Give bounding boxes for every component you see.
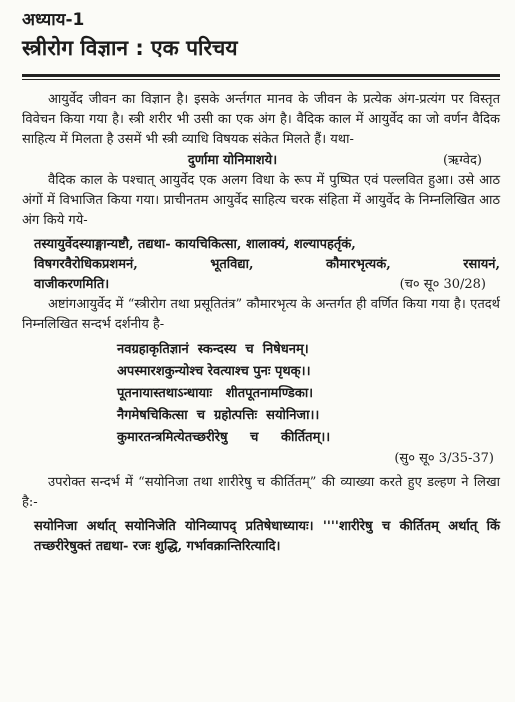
chapter-label: अध्याय-1 — [22, 10, 85, 30]
charaka-sloka-ref: (च० सू० 30/28) — [399, 277, 486, 292]
charaka-sloka-word: भूतविद्या, — [210, 257, 254, 272]
charaka-sloka-line-1: तस्यायुर्वेदस्याङ्गान्यष्टौ, तद्यथा- कायचिकित्सा, शालाक्यं, शल्यापहर्तृकं, — [34, 237, 356, 252]
charaka-sloka-line-3 — [34, 275, 500, 295]
charaka-sloka-line-2 — [34, 255, 500, 275]
charaka-sloka-word: विषगरवैरोधिकप्रशमनं, — [34, 257, 138, 272]
dalhana-commentary: सयोनिजा अर्थात् सयोनिजेति योनिव्यापद् प्रतिषेधाध्यायः। ''''शारीरेषु च कीर्तितम् अर्थात् किं तच्छरीरेषुक्तं तद्यथा- रजः शुद्धि, गर्भावक्रान्तिरित्यादि। — [34, 519, 500, 554]
charaka-sloka-word: कौमारभृत्यकं, — [325, 257, 391, 272]
sushruta-verse-line: कुमारतन्त्रमित्येतच्छरीरेषु च कीर्तितम्।। — [117, 430, 331, 445]
sushruta-verses — [22, 339, 500, 449]
sushruta-verse-line: पूतनायास्तथाऽन्धायाः शीतपूतनामण्डिका। — [117, 386, 314, 401]
sushruta-verse-line: नवग्रहाकृतिज्ञानं स्कन्दस्य च निषेधनम्। — [117, 342, 309, 357]
sushruta-verse-line: अपस्मारशकुन्योश्च रेवत्याश्च पुनः पृथक्।। — [117, 364, 311, 379]
title-rule-thick — [22, 74, 500, 77]
chapter-title: स्त्रीरोग विज्ञान : एक परिचय — [22, 36, 238, 60]
paragraph-vedic: वैदिक काल के पश्चात् आयुर्वेद एक अलग विधा के रूप में पुष्पित एवं पल्लवित हुआ। उसे आठ अंगों में विभाजित किया गया। प्राचीनतम आयुर्वेद साहित्य चरक संहिता में आयुर्वेद के निम्नलिखित आठ अंग किये गये- — [22, 173, 500, 228]
rigveda-quote-ref: (ऋग्वेद) — [442, 153, 482, 168]
paragraph-intro: आयुर्वेद जीवन का विज्ञान है। इसके अर्न्तगत मानव के जीवन के प्रत्येक अंग-प्रत्यंग पर विस्तृत विवेचन किया गया है। स्त्री शरीर भी उसी का एक अंग है। वैदिक काल में आयुर्वेद का जो वर्णन वैदिक साहित्य में मिलता है उसमें भी स्त्री व्याधि विषयक संकेत मिलते हैं। यथा- — [22, 92, 500, 147]
charaka-sloka-end: वाजीकरणमिति। — [34, 277, 110, 292]
charaka-sloka — [22, 235, 500, 295]
paragraph-ashtanga: अष्टांगआयुर्वेद में “स्त्रीरोग तथा प्रसूतितंत्र” कौमारभृत्य के अन्तर्गत ही वर्णित किया गया है। एतदर्थ निम्नलिखित सन्दर्भ दर्शनीय है- — [22, 297, 500, 332]
rigveda-quote — [22, 150, 500, 171]
title-rule-thin — [22, 79, 500, 80]
charaka-sloka-word: रसायनं, — [463, 257, 500, 272]
rigveda-quote-text: दुर्णामा योनिमाशये। — [187, 153, 278, 168]
paragraph-dalhana: उपरोक्त सन्दर्भ में “सयोनिजा तथा शारीरेषु च कीर्तितम्” की व्याख्या करते हुए डल्हण ने लिखा है:- — [22, 475, 500, 510]
document-page — [22, 8, 500, 557]
sushruta-verses-ref: (सु० सू० 3/35-37) — [394, 451, 494, 466]
sushruta-verse-line: नैगमेषचिकित्सा च ग्रहोत्पत्तिः सयोनिजा।। — [117, 408, 320, 423]
